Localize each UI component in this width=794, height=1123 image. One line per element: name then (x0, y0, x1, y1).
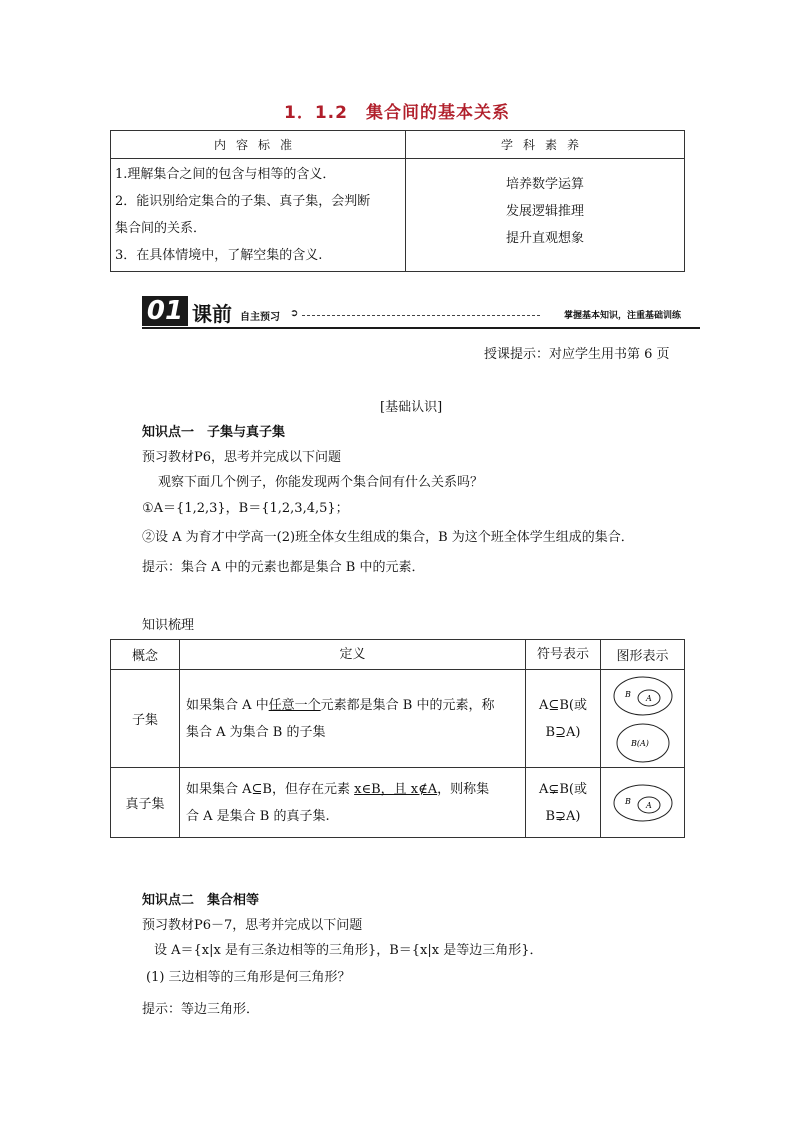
venn-diagram (611, 780, 675, 826)
kp2-question-1: (1) 三边相等的三角形是何三角形？ (146, 970, 351, 985)
knowledge-heading: 知识梳理 (142, 618, 195, 633)
concept-table (110, 639, 685, 838)
symbol-text: A⊊B(或 (539, 781, 587, 797)
header-definition: 定义 (180, 640, 526, 670)
circle-arrow-icon: ➲ (290, 308, 299, 319)
venn-label-a: A (645, 693, 652, 703)
kp2-hint: 提示：等边三角形． (142, 1002, 260, 1017)
kp1-hint: 提示：集合 A 中的元素也都是集合 B 中的元素． (142, 560, 425, 575)
banner-subtitle: 自主预习 (240, 312, 280, 323)
venn-label-equal: B(A) (630, 738, 649, 748)
header-concept: 概念 (111, 640, 180, 670)
header-symbol: 符号表示 (526, 640, 601, 670)
symbol-text: B⊋A) (545, 808, 581, 824)
symbol-text: A⊆B(或 (539, 697, 587, 713)
concept-subset: 子集 (111, 670, 180, 768)
kp1-example-2: ②设 A 为育才中学高一(2)班全体女生组成的集合，B 为这个班全体学生组成的集合． (142, 530, 634, 545)
symbol-subset (526, 670, 601, 768)
definition-text: 元素都是集合 B 中的元素，称 (320, 697, 495, 713)
kp1-heading: 知识点一 子集与真子集 (142, 425, 286, 440)
kp2-set-definition: 设 A＝{x|x 是有三条边相等的三角形}，B＝{x|x 是等边三角形}． (154, 943, 543, 958)
standards-literacy-cell (406, 159, 685, 272)
definition-text: 集合 A 为集合 B 的子集 (186, 724, 326, 740)
kp1-question: 观察下面几个例子，你能发现两个集合间有什么关系吗？ (158, 475, 484, 490)
venn-label-b: B (624, 796, 631, 806)
kp2-heading: 知识点二 集合相等 (142, 893, 260, 908)
standards-content-cell (111, 159, 406, 272)
table-row (111, 768, 685, 838)
page-title: 1．1.2 集合间的基本关系 (284, 103, 510, 123)
standards-table (110, 130, 685, 272)
definition-text: 合 A 是集合 B 的真子集. (186, 808, 330, 824)
definition-text: 如果集合 A⊆B，但存在元素 (186, 781, 355, 797)
section-banner (142, 296, 700, 330)
banner-rule (142, 327, 700, 329)
literacy-item: 发展逻辑推理 (505, 204, 584, 219)
symbol-text: B⊇A) (545, 724, 581, 740)
banner-motto: 掌握基本知识，注重基础训练 (564, 311, 682, 321)
header-figure: 图形表示 (601, 640, 685, 670)
kp1-preview: 预习教材P6，思考并完成以下问题 (142, 450, 342, 465)
definition-underlined: 任意一个 (268, 697, 321, 713)
figure-proper-subset (601, 768, 685, 838)
definition-proper-subset (180, 768, 526, 838)
standards-head-literacy: 学科素养 (406, 131, 685, 159)
kp1-example-1: ①A＝{1,2,3}，B＝{1,2,3,4,5}； (142, 501, 349, 516)
lecture-hint: 授课提示：对应学生用书第 6 页 (484, 347, 670, 362)
definition-underlined: x∈B，且 x∉A (354, 781, 438, 797)
banner-word: 课前 (192, 302, 232, 326)
definition-subset (180, 670, 526, 768)
venn-label-b: B (624, 689, 631, 699)
figure-subset (601, 670, 685, 768)
venn-set-b (614, 785, 672, 821)
table-row (111, 670, 685, 768)
literacy-item: 提升直观想象 (505, 231, 584, 246)
concept-proper-subset: 真子集 (111, 768, 180, 838)
literacy-item: 培养数学运算 (505, 177, 584, 192)
section-heading: [基础认识] (380, 400, 443, 415)
table-header-row (111, 640, 685, 670)
standards-head-content: 内容标准 (111, 131, 406, 159)
venn-diagram (611, 673, 675, 765)
standard-item: 3．在具体情境中，了解空集的含义. (115, 248, 323, 263)
banner-number: 01 (142, 296, 188, 326)
standard-item: 1.理解集合之间的包含与相等的含义． (115, 167, 336, 182)
venn-set-b (614, 677, 672, 715)
standard-item: 2．能识别给定集合的子集、真子集，会判断 (115, 194, 371, 209)
definition-text: 如果集合 A 中 (186, 697, 269, 713)
definition-text: ，则称集 (437, 781, 490, 797)
symbol-proper-subset (526, 768, 601, 838)
kp2-preview: 预习教材P6－7，思考并完成以下问题 (142, 918, 363, 933)
standard-item: 集合间的关系． (115, 221, 207, 236)
banner-dashed-line (302, 315, 540, 316)
venn-label-a: A (645, 800, 652, 810)
